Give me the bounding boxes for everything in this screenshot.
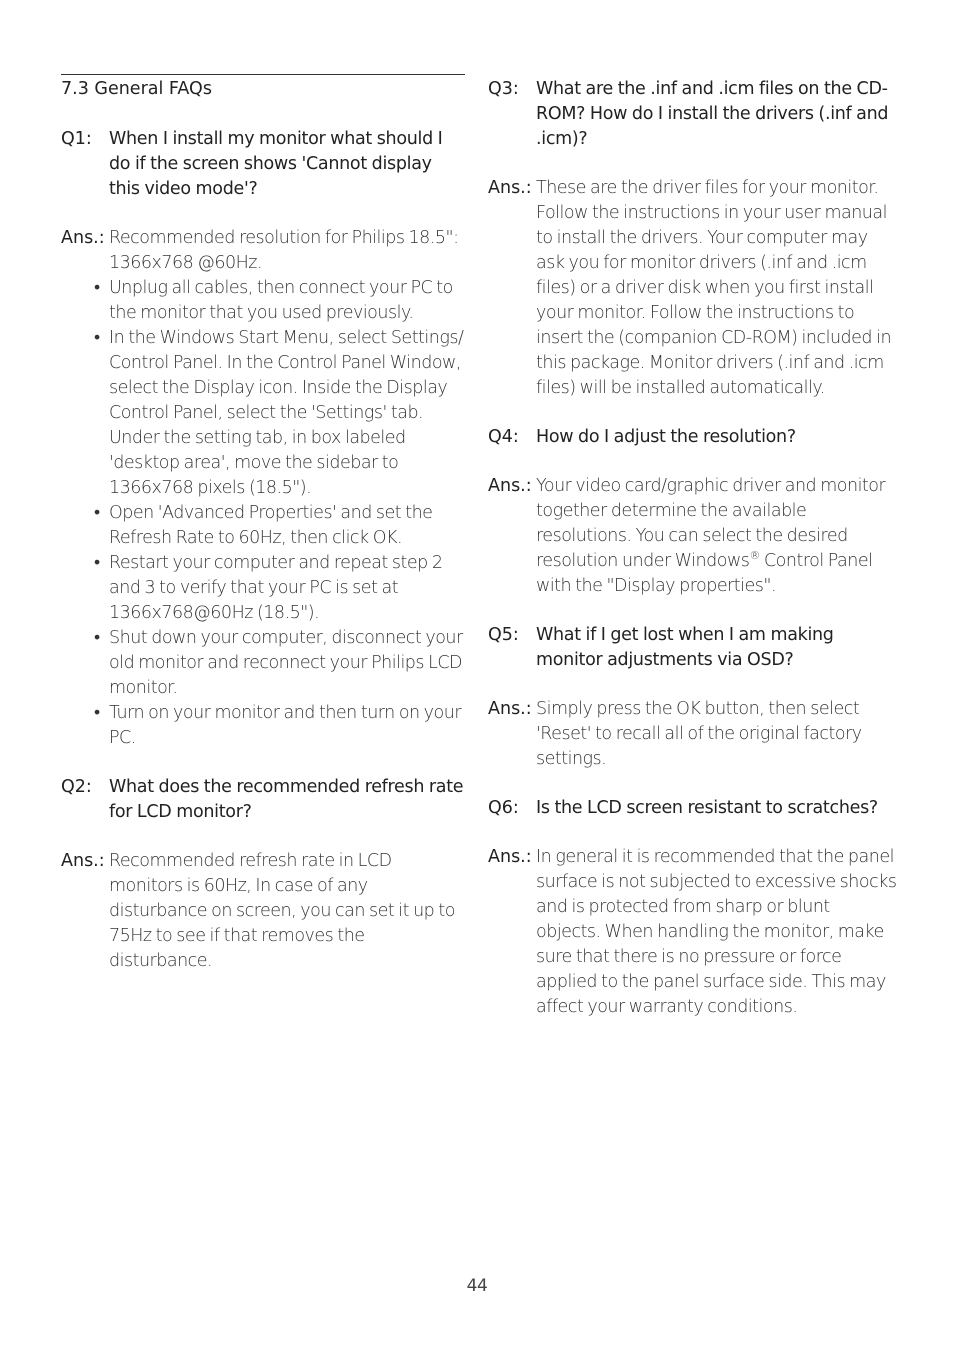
q4-answer-text-end: Control Panel with the "Display properties". — [536, 551, 873, 596]
faq-q3-answer — [488, 176, 898, 401]
q1-step: • Open 'Advanced Properties' and set the Refresh Rate to 60Hz, then click OK. — [109, 501, 466, 551]
faq-q6-answer — [488, 845, 898, 1020]
faq-q5-answer — [488, 697, 898, 772]
q1-step: • Restart your computer and repeat step 2 and 3 to verify that your PC is set at 1366x768@60Hz (18.5"). — [109, 551, 466, 626]
q1-answer-tag: Ans.: — [61, 228, 105, 248]
section-rule — [61, 74, 465, 75]
registered-mark: ® — [749, 549, 760, 563]
q3-answer-tag: Ans.: — [488, 178, 532, 198]
q5-text: What if I get lost when I am making monitor adjustments via OSD? — [536, 625, 834, 670]
q4-answer-body — [536, 474, 898, 599]
q6-answer-tag: Ans.: — [488, 847, 532, 867]
q5-answer-text: Simply press the OK button, then select 'Reset' to recall all of the original factory settings. — [536, 699, 862, 769]
q4-text: How do I adjust the resolution? — [536, 427, 796, 447]
faq-q5-question — [488, 623, 898, 673]
q2-answer-text: Recommended refresh rate in LCD monitors is 60Hz, In case of any disturbance on screen, you can set it up to 75Hz to see if that removes the disturbance. — [109, 851, 455, 971]
q3-tag: Q3: — [488, 79, 519, 99]
q3-answer-text: These are the driver files for your monitor. Follow the instructions in your user manual to install the drivers. Your computer may ask you for monitor drivers (.inf and .icm files) or a driver disk when you first install your monitor. Follow the instructions to insert the (companion CD-ROM) included in this package. Monitor drivers (.inf and .icm files) will be installed automatically. — [536, 178, 892, 398]
q1-answer-body — [109, 226, 466, 751]
q1-step: • Unplug all cables, then connect your PC to the monitor that you used previously. — [109, 276, 466, 326]
page-number: 44 — [466, 1276, 488, 1296]
q1-step: • Turn on your monitor and then turn on your PC. — [109, 701, 466, 751]
faq-q1-question — [61, 127, 466, 202]
q1-steps-list — [109, 276, 466, 751]
q2-text: What does the recommended refresh rate for LCD monitor? — [109, 777, 464, 822]
faq-q2-answer — [61, 849, 466, 974]
faq-q1-answer — [61, 226, 466, 751]
q6-answer-text: In general it is recommended that the panel surface is not subjected to excessive shocks and is protected from sharp or blunt objects. When handling the monitor, make sure that there is no pressure or force applied to the panel surface side. This may affect your warranty conditions. — [536, 847, 897, 1017]
q1-step: • In the Windows Start Menu, select Settings/ Control Panel. In the Control Panel Window, select the Display icon. Inside the Display Control Panel, select the 'Settings' tab. Under the setting tab, in box labeled 'desktop area', move the sidebar to 1366x768 pixels (18.5"). — [109, 326, 466, 501]
faq-q3-question — [488, 77, 898, 152]
q5-tag: Q5: — [488, 625, 519, 645]
right-column — [488, 77, 898, 1020]
faq-q4-question — [488, 425, 898, 450]
q1-tag: Q1: — [61, 129, 92, 149]
q1-text: When I install my monitor what should I do if the screen shows 'Cannot display this video mode'? — [109, 129, 443, 199]
faq-q2-question — [61, 775, 466, 825]
q2-answer-tag: Ans.: — [61, 851, 105, 871]
q1-answer-text: Recommended resolution for Philips 18.5": 1366x768 @60Hz. — [109, 228, 459, 273]
q5-answer-tag: Ans.: — [488, 699, 532, 719]
q4-answer-text: Your video card/graphic driver and monitor together determine the available resolutions. You can select the desired resolution under Windows — [536, 476, 886, 571]
faq-q6-question — [488, 796, 898, 821]
q6-text: Is the LCD screen resistant to scratches? — [536, 798, 878, 818]
faq-q4-answer — [488, 474, 898, 599]
q4-answer-tag: Ans.: — [488, 476, 532, 496]
left-column — [61, 74, 466, 974]
q4-tag: Q4: — [488, 427, 519, 447]
section-title: 7.3 General FAQs — [61, 79, 212, 99]
q3-text: What are the .inf and .icm files on the CD-ROM? How do I install the drivers (.inf and .icm)? — [536, 79, 889, 149]
q2-tag: Q2: — [61, 777, 92, 797]
q1-step: • Shut down your computer, disconnect your old monitor and reconnect your Philips LCD monitor. — [109, 626, 466, 701]
q6-tag: Q6: — [488, 798, 519, 818]
